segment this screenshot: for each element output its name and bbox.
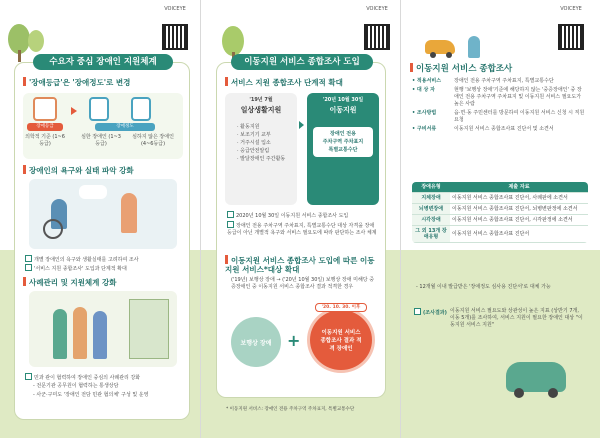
table-cell-type: 지체장애	[412, 193, 450, 204]
qr-code-1	[162, 24, 188, 50]
person-illustration-1	[53, 309, 67, 359]
box1-item: · 발달장애인 주간활동	[237, 156, 286, 162]
box2-item: 특별교통수단	[328, 147, 358, 153]
mobility-box	[307, 93, 379, 205]
box1-item: · 응급안전알림	[237, 148, 270, 154]
box1-list	[237, 123, 285, 163]
speech-bubble-icon	[79, 185, 107, 199]
fold-line-right	[400, 0, 401, 438]
info-row	[412, 87, 586, 108]
box1-date: '19년 7월	[249, 97, 273, 103]
box1-item: · 보조기기 교부	[237, 132, 271, 138]
table-cell-docs: 이동지원 서비스 종합조사표 진단서, 사례판에 소견서	[450, 193, 588, 204]
car-illustration-bottom	[506, 362, 566, 392]
info-row-key: • 구비서류	[412, 126, 437, 132]
new-grade-desc-mild: 심하지 않은 장애인 (4~6등급)	[132, 134, 174, 147]
left-section-needs: 장애인의 욕구와 실태 파악 강화	[23, 165, 134, 176]
date-tag: '20. 10. 30. 이후	[315, 303, 367, 312]
wheelchair-icon	[43, 219, 63, 239]
mid-check-2: 장애인 전용 주차구역 주차표지, 특별교통수단 대상 자격을 장애등급이 아닌 개별적 욕구와 서비스 필요도에 따라 판단하는 조사 체계	[227, 223, 377, 236]
left-panel-title: 수요자 중심 장애인 지원체계	[33, 54, 173, 70]
case-check-1: 민과 관이 협력하여 장애인 중심의 사례관리 강화	[25, 373, 140, 382]
walking-disability-circle: 보행상 장애	[231, 317, 281, 367]
daily-life-box	[225, 93, 297, 205]
result-label: (조사결과)	[414, 308, 447, 317]
arrow-right-icon	[71, 107, 77, 115]
old-grade-label: 장애등급	[27, 123, 63, 131]
case-bullet-1: - 전문기관 공무원이 협력하는 통생상담	[33, 383, 119, 389]
arrow-right-icon	[299, 121, 304, 129]
box2-list	[313, 127, 373, 157]
left-section-case-mgmt: 사례관리 및 지원체계 강화	[23, 277, 117, 288]
car-wheel-icon	[514, 388, 524, 398]
qr-code-2	[364, 24, 390, 50]
plus-icon: +	[287, 331, 301, 350]
table-cell-docs: 이동지원 서비스 종합조사표 진단서, 뇌병변판정에 소견서	[450, 204, 588, 215]
document-table	[412, 182, 588, 243]
building-illustration	[129, 299, 169, 359]
info-row-value: 현행 '보행상 장애'기준에 해당하지 않는 '중증장애인' 중 장애인 전용 주차구역 주차표지 및 이동지원 서비스 필요도가 높은 사람	[454, 87, 582, 107]
qr-code-3	[558, 24, 584, 50]
grade-change-box	[23, 93, 183, 159]
new-grade-label: 장애정도	[95, 123, 155, 131]
car-wheel-icon	[446, 52, 452, 58]
box2-item: 주차구역 주차표지	[322, 139, 364, 145]
table-cell-type: 시각장애	[412, 215, 450, 226]
table-note: - 12개월 이내 발급받은 '장애정도 심사용 진단서'로 대체 가능	[416, 284, 551, 290]
box2-date: '20년 10월 30일	[322, 97, 364, 103]
needs-check-1: 개별 장애인의 욕구와 생활실태를 고려하여 조사	[25, 255, 139, 264]
new-grade-desc-severe: 심한 장애인 (1~3등급)	[81, 134, 121, 147]
person-illustration-2	[73, 307, 87, 359]
table-cell-type: 뇌병변장애	[412, 204, 450, 215]
box1-item: · 거주시설 입소	[237, 140, 271, 146]
target-paragraph: ('19년) 보행상 장애 → ('20년 10월 30일) 보행상 장애 미해당 중증장애인 중 이동지원 서비스 종합조사 결과 적격한 경우	[231, 277, 375, 290]
table-cell-docs: 이동지원 서비스 종합조사표 진단서, 시각판정에 소견서	[450, 215, 588, 226]
left-section-grade-change: '장애등급'은 '장애정도'로 변경	[23, 77, 130, 88]
info-row-key: • 조사방법	[412, 110, 437, 116]
mid-check-1: 2020년 10월 30일 이동지원 서비스 종합조사 도입	[227, 211, 348, 220]
case-management-illustration	[29, 291, 177, 367]
fold-line-left	[200, 0, 201, 438]
tree-trunk	[18, 50, 21, 62]
table-row	[412, 193, 588, 204]
table-row	[412, 204, 588, 215]
car-wheel-icon	[548, 388, 558, 398]
info-row-value: 이동지원 서비스 종합조사표 진단서 및 소견서	[454, 126, 554, 132]
mid-footnote: * 이동지원 서비스: 장애인 전용 주차구역 주차표지, 특별교통수단	[226, 407, 355, 412]
info-row	[412, 126, 586, 133]
right-panel-title: 이동지원 서비스 종합조사	[410, 62, 512, 74]
info-row	[412, 110, 586, 124]
person-illustration	[468, 36, 480, 58]
info-row-value: 읍·면·동 주민센터를 방문하여 이동지원 서비스 신청 시 직원 요청	[454, 110, 585, 123]
old-grade-desc: 의학적 기준 (1~6등급)	[25, 134, 65, 147]
info-rows	[412, 78, 586, 135]
right-panel	[410, 62, 590, 422]
info-row-value: 장애인 전용 주차구역 주차표지, 특별교통수단	[454, 78, 554, 84]
info-row-key: • 적용서비스	[412, 78, 442, 84]
tree-illustration-2	[28, 30, 44, 52]
box1-item: · 활동지원	[237, 124, 260, 130]
person-doc-icon	[131, 97, 151, 121]
counseling-illustration	[29, 179, 177, 249]
table-cell-docs: 이동지원 서비스 종합조사표 진단서	[450, 226, 588, 243]
result-text: 이동지원 서비스 필요도와 상관성이 높은 지표 (상반기 7개, 이동 5개)를 조사하여, 서비스 지원이 필요한 장애인 대상 "이동지원 서비스 지원"	[450, 308, 583, 328]
qr-label-3: VOICEYE	[560, 6, 582, 12]
box2-name: 이동지원	[329, 106, 357, 114]
box2-item: 장애인 전용	[330, 131, 356, 137]
person-counselor-illustration	[121, 193, 137, 233]
table-header-type: 장애유형	[412, 182, 450, 193]
needs-check-2: '서비스 지원 종합조사' 도입과 단계적 확대	[25, 264, 127, 273]
person-illustration-3	[93, 311, 107, 359]
box1-name: 일상생활지원	[240, 106, 282, 114]
car-wheel-icon	[430, 52, 436, 58]
left-panel-card	[14, 57, 190, 420]
table-header-docs: 제출 자료	[450, 182, 588, 193]
mid-section-target: 이동지원 서비스 종합조사 도입에 따른 이동지원 서비스*대상 확대	[225, 255, 381, 274]
qr-label-1: VOICEYE	[164, 6, 186, 12]
table-row	[412, 226, 588, 243]
info-row	[412, 78, 586, 85]
case-bullet-2: - 사군·구미도 '장애인 전담 민관 협의체' 구성 및 운영	[33, 392, 149, 398]
table-cell-type: 그 외 13개 장애유형	[412, 226, 450, 243]
info-row-key: • 대 상 자	[412, 87, 435, 93]
table-row	[412, 215, 588, 226]
middle-panel-card	[216, 57, 386, 398]
middle-panel-title: 이동지원 서비스 종합조사 도입	[231, 54, 373, 70]
mid-section-expansion: 서비스 지원 종합조사 단계적 확대	[225, 77, 343, 88]
eligible-circle: 이동지원 서비스 종합조사 결과 적격 장애인	[307, 307, 375, 373]
wheelchair-doc-icon	[89, 97, 109, 121]
qr-label-2: VOICEYE	[366, 6, 388, 12]
document-icon	[33, 97, 57, 121]
